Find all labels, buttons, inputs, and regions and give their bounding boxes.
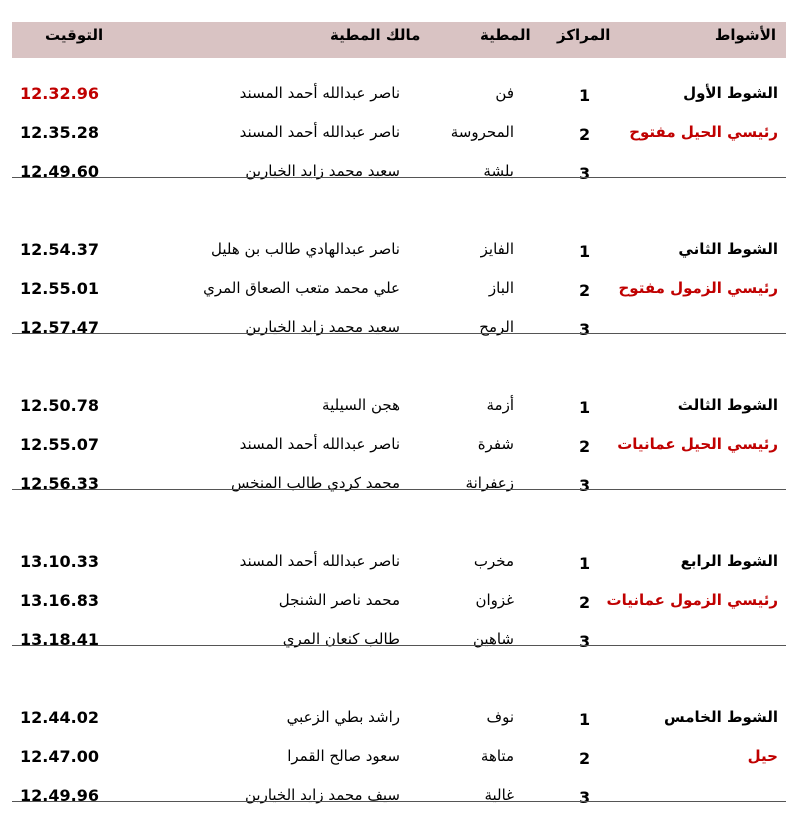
owner-cell: سعيد محمد زايد الخيارين	[245, 162, 400, 180]
position-cell: 3	[579, 476, 591, 495]
time-cell: 12.50.78	[20, 396, 99, 415]
camel-cell: شاهين	[473, 630, 514, 648]
section-divider	[12, 801, 786, 802]
position-cell: 3	[579, 788, 591, 807]
owner-cell: طالب كنعان المري	[282, 630, 400, 648]
time-cell: 12.47.00	[20, 747, 99, 766]
camel-cell: أزمة	[486, 396, 514, 414]
table-row	[12, 708, 786, 738]
time-cell: 12.44.02	[20, 708, 99, 727]
position-cell: 1	[579, 554, 591, 573]
table-row	[12, 552, 786, 582]
position-cell: 3	[579, 320, 591, 339]
camel-cell: المحروسة	[450, 123, 514, 141]
position-cell: 2	[579, 437, 591, 456]
camel-cell: شفرة	[477, 435, 514, 453]
heat-category: حيل	[747, 747, 778, 765]
owner-cell: ناصر عبدالله أحمد المسند	[239, 123, 400, 141]
header-camel: المطية	[480, 26, 531, 44]
table-row	[12, 240, 786, 270]
header-owner: مالك المطية	[330, 26, 421, 44]
time-cell: 12.56.33	[20, 474, 99, 493]
position-cell: 1	[579, 86, 591, 105]
heat-category: رئيسي الحيل مفتوح	[629, 123, 778, 141]
camel-cell: غزوان	[475, 591, 514, 609]
camel-cell: غالية	[484, 786, 514, 804]
camel-cell: نوف	[486, 708, 514, 726]
camel-cell: الفايز	[480, 240, 514, 258]
table-row	[12, 747, 786, 777]
heat-title: الشوط الخامس	[664, 708, 778, 726]
time-cell: 12.32.96	[20, 84, 99, 103]
heat-title: الشوط الثالث	[677, 396, 778, 414]
position-cell: 3	[579, 632, 591, 651]
time-cell: 13.10.33	[20, 552, 99, 571]
position-cell: 2	[579, 593, 591, 612]
owner-cell: سعيد محمد زايد الخيارين	[245, 318, 400, 336]
heat-category: رئيسي الزمول مفتوح	[618, 279, 778, 297]
time-cell: 12.55.01	[20, 279, 99, 298]
owner-cell: سعود صالح القمرا	[287, 747, 400, 765]
time-cell: 13.18.41	[20, 630, 99, 649]
position-cell: 1	[579, 710, 591, 729]
table-header	[12, 22, 786, 58]
position-cell: 2	[579, 749, 591, 768]
heat-section	[12, 216, 786, 339]
owner-cell: محمد ناصر الشنجل	[278, 591, 400, 609]
time-cell: 12.55.07	[20, 435, 99, 454]
time-cell: 12.54.37	[20, 240, 99, 259]
heat-category: رئيسي الحيل عمانيات	[617, 435, 778, 453]
owner-cell: ناصر عبدالله أحمد المسند	[239, 435, 400, 453]
table-row	[12, 123, 786, 153]
camel-cell: بلشة	[483, 162, 514, 180]
owner-cell: سيف محمد زايد الخيارين	[244, 786, 400, 804]
table-row	[12, 435, 786, 465]
position-cell: 1	[579, 398, 591, 417]
section-divider	[12, 645, 786, 646]
owner-cell: ناصر عبدالله أحمد المسند	[239, 552, 400, 570]
table-row	[12, 591, 786, 621]
header-heats: الأشواط	[714, 26, 776, 44]
section-divider	[12, 177, 786, 178]
camel-cell: الرمح	[479, 318, 514, 336]
header-time: التوقيت	[45, 26, 104, 44]
heat-section	[12, 684, 786, 807]
owner-cell: علي محمد متعب الصعاق المري	[203, 279, 400, 297]
camel-cell: الباز	[488, 279, 514, 297]
heat-category: رئيسي الزمول عمانيات	[606, 591, 778, 609]
table-row	[12, 396, 786, 426]
owner-cell: هجن السيلية	[322, 396, 400, 414]
camel-cell: متاهة	[480, 747, 514, 765]
table-row	[12, 279, 786, 309]
position-cell: 1	[579, 242, 591, 261]
camel-cell: زعفرانة	[465, 474, 514, 492]
owner-cell: محمد كردي طالب المنخس	[231, 474, 400, 492]
header-position: المراكز	[557, 26, 611, 44]
heat-section	[12, 528, 786, 651]
heat-title: الشوط الأول	[683, 84, 778, 102]
time-cell: 12.49.96	[20, 786, 99, 805]
camel-cell: مخرب	[473, 552, 514, 570]
heat-section	[12, 372, 786, 495]
time-cell: 12.35.28	[20, 123, 99, 142]
camel-cell: فن	[495, 84, 514, 102]
heat-section	[12, 60, 786, 183]
time-cell: 12.49.60	[20, 162, 99, 181]
position-cell: 2	[579, 281, 591, 300]
time-cell: 13.16.83	[20, 591, 99, 610]
owner-cell: ناصر عبدالهادي طالب بن هليل	[211, 240, 400, 258]
section-divider	[12, 489, 786, 490]
table-row	[12, 84, 786, 114]
time-cell: 12.57.47	[20, 318, 99, 337]
owner-cell: راشد بطي الزعبي	[286, 708, 400, 726]
heat-title: الشوط الثاني	[678, 240, 778, 258]
position-cell: 2	[579, 125, 591, 144]
heat-title: الشوط الرابع	[680, 552, 778, 570]
owner-cell: ناصر عبدالله أحمد المسند	[239, 84, 400, 102]
section-divider	[12, 333, 786, 334]
position-cell: 3	[579, 164, 591, 183]
